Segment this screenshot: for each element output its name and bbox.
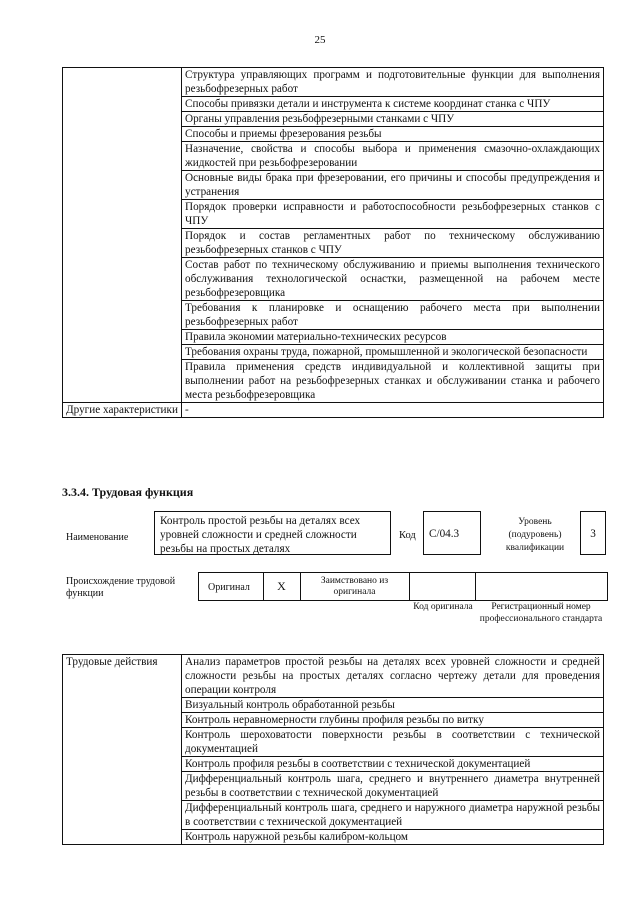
row-text-cell: Структура управляющих программ и подготовительные функции для выполнения резьбофрезерных работ — [182, 68, 604, 97]
labor-action-cell: Дифференциальный контроль шага, среднего и наружного диаметра наружной резьбы в соответствии с технической документацией — [182, 801, 604, 830]
origin-box — [198, 572, 608, 601]
row-text-cell: Требования охраны труда, пожарной, промышленной и экологической безопасности — [182, 345, 604, 360]
borrowed-label: Заимствовано из оригинала — [320, 576, 389, 597]
table-row — [63, 68, 604, 97]
row-text-cell: Основные виды брака при фрезеровании, его причины и способы предупреждения и устранения — [182, 171, 604, 200]
row-text-cell: Требования к планировке и оснащению рабочего места при выполнении резьбофрезерных работ — [182, 301, 604, 330]
row-label-cell — [63, 68, 182, 403]
code-value: C/04.3 — [429, 528, 460, 540]
row-text-cell: Порядок проверки исправности и работоспособности резьбофрезерных станков с ЧПУ — [182, 200, 604, 229]
origin-label: Происхождение трудовой функции — [66, 576, 176, 599]
table-row — [63, 403, 604, 418]
labor-action-cell: Дифференциальный контроль шага, среднего и внутреннего диаметра внутренней резьбы в соответствии с технической документацией — [182, 772, 604, 801]
original-label: Оригинал — [208, 582, 250, 593]
knowledge-table — [62, 67, 604, 418]
row-text-cell: Правила применения средств индивидуальной и коллективной защиты при выполнении работ на резьбофрезерных станках и обслуживании станка и рабочего места резьбофрезеровщика — [182, 360, 604, 403]
row-text-cell: Порядок и состав регламентных работ по техническому обслуживанию резьбофрезерных станков с ЧПУ — [182, 229, 604, 258]
labor-action-cell: Визуальный контроль обработанной резьбы — [182, 698, 604, 713]
row-text-cell: - — [182, 403, 604, 418]
original-mark-cell — [263, 573, 301, 600]
labor-actions-table — [62, 654, 604, 845]
reg-number-label: Регистрационный номер профессионального стандарта — [479, 602, 603, 624]
original-cell — [199, 573, 264, 600]
labor-action-cell: Анализ параметров простой резьбы на деталях всех уровней сложности и средней сложности резьбы на простых деталях согласно чертежу детали для проведения операции контроля — [182, 655, 604, 698]
row-text-cell: Правила экономии материально-технических ресурсов — [182, 330, 604, 345]
function-name-box — [154, 511, 391, 555]
labor-action-cell: Контроль шероховатости поверхности резьбы в соответствии с технической документацией — [182, 728, 604, 757]
code-label: Код — [399, 530, 416, 541]
labor-action-cell: Контроль профиля резьбы в соответствии с технической документацией — [182, 757, 604, 772]
row-label-cell: Другие характеристики — [63, 403, 182, 418]
row-text-cell: Способы привязки детали и инструмента к системе координат станка с ЧПУ — [182, 97, 604, 112]
table-row — [63, 655, 604, 698]
name-label: Наименование — [66, 532, 129, 543]
code-original-cell — [409, 573, 476, 600]
row-text-cell: Органы управления резьбофрезерными станками с ЧПУ — [182, 112, 604, 127]
labor-actions-label: Трудовые действия — [63, 655, 182, 845]
borrowed-cell — [300, 573, 410, 600]
section-title: 3.3.4. Трудовая функция — [62, 485, 194, 499]
row-text-cell: Состав работ по техническому обслуживанию и приемы выполнения технического обслуживания технологической оснастки, размещенной на рабочем месте резьбофрезеровщика — [182, 258, 604, 301]
labor-action-cell: Контроль наружной резьбы калибром-кольцом — [182, 830, 604, 845]
level-value: 3 — [590, 528, 596, 540]
level-box — [580, 511, 606, 555]
code-box — [423, 511, 481, 555]
row-text-cell: Способы и приемы фрезерования резьбы — [182, 127, 604, 142]
labor-action-cell: Контроль неравномерности глубины профиля резьбы по витку — [182, 713, 604, 728]
original-mark: X — [277, 579, 286, 593]
row-text-cell: Назначение, свойства и способы выбора и применения смазочно-охлаждающих жидкостей при резьбофрезеровании — [182, 142, 604, 171]
level-label: Уровень (подуровень) квалификации — [505, 517, 565, 553]
function-name-value: Контроль простой резьбы на деталях всех уровней сложности и средней сложности резьбы на простых деталях — [160, 515, 361, 555]
page-number: 25 — [314, 34, 326, 46]
code-original-label: Код оригинала — [413, 602, 473, 612]
reg-number-cell — [475, 573, 607, 600]
